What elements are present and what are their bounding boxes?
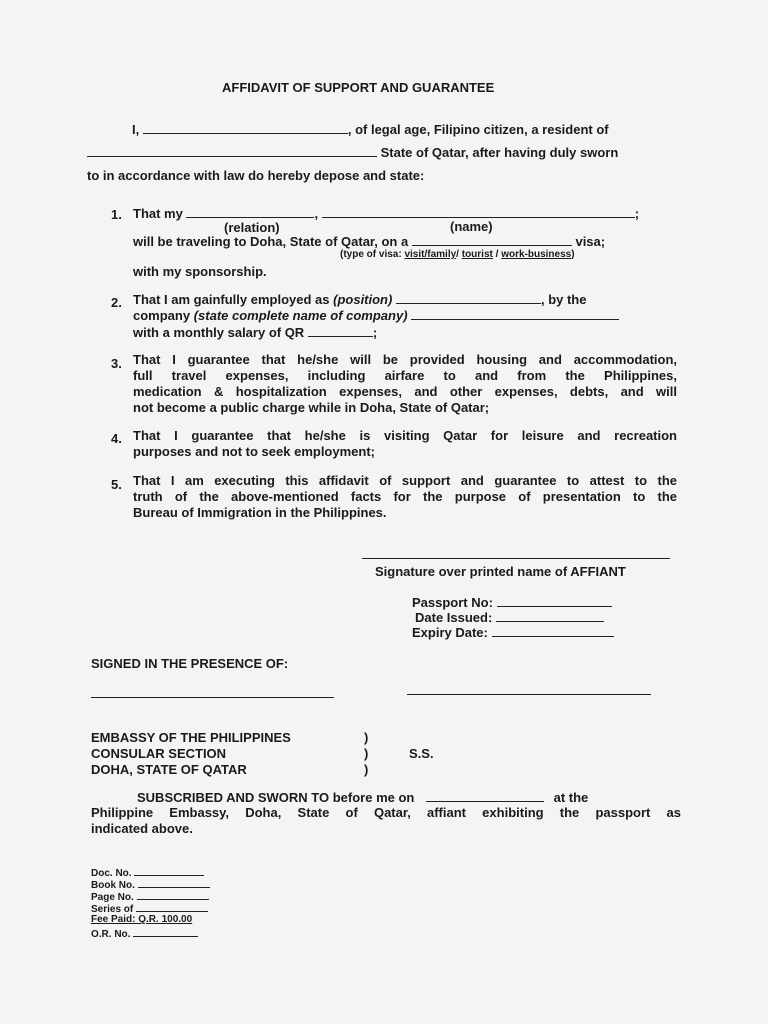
item-1-line-2: [133, 234, 605, 250]
ss-label: S.S.: [409, 746, 434, 761]
comma: ,: [314, 206, 319, 221]
company-text: company: [133, 308, 191, 323]
venue-line-1: EMBASSY OF THE PHILIPPINES: [91, 730, 291, 745]
traveling-text: will be traveling to Doha, State of Qatar, on a: [133, 234, 409, 249]
intro-resident-text: , of legal age, Filipino citizen, a resident of: [347, 122, 609, 137]
jurat-line-1: [137, 790, 681, 806]
traveler-name-blank[interactable]: [322, 206, 635, 218]
item-3-line-2: full travel expenses, including airfare to and from the Philippines,: [133, 368, 677, 383]
signed-in-presence-heading: SIGNED IN THE PRESENCE OF:: [91, 656, 289, 671]
item-3-line-3: medication & hospitalization expenses, and other expenses, debts, and will: [133, 384, 677, 399]
date-issued-blank[interactable]: [496, 610, 604, 622]
fee-paid: Fee Paid: Q.R. 100.00: [91, 914, 193, 925]
venue-line-3: DOHA, STATE OF QATAR: [91, 762, 247, 777]
expiry-date-label: Expiry Date:: [412, 625, 488, 640]
visa-note-close: ): [571, 249, 575, 260]
passport-no-row: [412, 595, 612, 611]
signature-caption: Signature over printed name of AFFIANT: [375, 564, 626, 579]
salary-blank[interactable]: [308, 325, 373, 337]
item-2-line-3: [133, 325, 377, 341]
venue-paren-1: ): [364, 730, 369, 745]
item-2-number: 2.: [111, 295, 122, 310]
expiry-date-row: [412, 625, 614, 641]
jurat-line-2: Philippine Embassy, Doha, State of Qatar, affiant exhibiting the passport as: [91, 805, 681, 820]
series-label: Series of: [91, 904, 134, 915]
item-3-line-1: That I guarantee that he/she will be provided housing and accommodation,: [133, 352, 677, 367]
at-the-text: at the: [553, 790, 589, 805]
item-2-line-1: [133, 292, 586, 308]
venue-paren-3: ): [364, 762, 369, 777]
that-my-text: That my: [133, 206, 183, 221]
or-no-row: [91, 927, 198, 941]
intro-i: I,: [132, 122, 140, 137]
series-blank[interactable]: [136, 902, 208, 912]
visa-note-open: (type of visa:: [340, 249, 402, 260]
witness-1-signature-line[interactable]: [91, 697, 334, 698]
visa-separator: /: [495, 249, 499, 260]
page-no-label: Page No.: [91, 892, 134, 903]
item-4-line-1: That I guarantee that he/she is visiting Qatar for leisure and recreation: [133, 428, 677, 443]
company-caption: (state complete name of company): [193, 308, 408, 323]
venue-paren-2: ): [364, 746, 369, 761]
date-issued-row: [415, 610, 604, 626]
salary-text: with a monthly salary of QR: [133, 325, 305, 340]
item-5-line-1: That I am executing this affidavit of support and guarantee to attest to the: [133, 473, 677, 488]
doc-no-label: Doc. No.: [91, 868, 132, 879]
jurat-line-3: indicated above.: [91, 821, 193, 836]
semicolon: ;: [634, 206, 640, 221]
item-5-number: 5.: [111, 477, 122, 492]
item-4-line-2: purposes and not to seek employment;: [133, 444, 375, 459]
document-title: AFFIDAVIT OF SUPPORT AND GUARANTEE: [222, 80, 495, 95]
page-no-blank[interactable]: [137, 890, 209, 900]
intro-line-2: [87, 145, 618, 161]
passport-no-blank[interactable]: [497, 595, 612, 607]
visa-option-work-business: work-business: [501, 249, 572, 260]
item-3-line-4: not become a public charge while in Doha, State of Qatar;: [133, 400, 490, 415]
expiry-date-blank[interactable]: [492, 625, 614, 637]
visa-option-visit-family: visit/family: [404, 249, 457, 260]
sworn-date-blank[interactable]: [426, 790, 544, 802]
witness-2-signature-line[interactable]: [407, 694, 651, 695]
item-2-line-2: [133, 308, 619, 324]
item-5-line-2: truth of the above-mentioned facts for the purpose of presentation to the: [133, 489, 677, 504]
by-the-text: , by the: [540, 292, 587, 307]
visa-type-blank[interactable]: [412, 234, 572, 246]
residence-blank[interactable]: [87, 145, 377, 157]
intro-line-3: to in accordance with law do hereby depose and state:: [87, 168, 425, 183]
intro-sworn-text: State of Qatar, after having duly sworn: [380, 145, 619, 160]
book-no-blank[interactable]: [138, 878, 210, 888]
intro-line-1: [132, 122, 609, 138]
visa-text: visa;: [575, 234, 606, 249]
employed-text: That I am gainfully employed as: [133, 292, 330, 307]
visa-option-tourist: tourist: [461, 249, 493, 260]
relation-blank[interactable]: [186, 206, 314, 218]
position-blank[interactable]: [396, 292, 541, 304]
date-issued-label: Date Issued:: [415, 610, 493, 625]
position-caption: (position): [333, 292, 393, 307]
item-1-number: 1.: [111, 207, 122, 222]
venue-line-2: CONSULAR SECTION: [91, 746, 227, 761]
book-no-label: Book No.: [91, 880, 135, 891]
item-5-line-3: Bureau of Immigration in the Philippines.: [133, 505, 387, 520]
or-no-blank[interactable]: [133, 927, 198, 937]
subscribed-text: SUBSCRIBED AND SWORN TO before me on: [137, 790, 415, 805]
company-blank[interactable]: [411, 308, 619, 320]
affiant-signature-line[interactable]: [362, 558, 670, 559]
or-no-label: O.R. No.: [91, 929, 131, 940]
item-4-number: 4.: [111, 431, 122, 446]
visa-type-note: [340, 249, 575, 261]
item-3-number: 3.: [111, 356, 122, 371]
name-caption: (name): [450, 219, 493, 234]
visa-separator: /: [456, 249, 459, 260]
relation-caption: (relation): [224, 220, 280, 235]
doc-no-blank[interactable]: [134, 866, 204, 876]
passport-no-label: Passport No:: [412, 595, 493, 610]
affiant-name-blank[interactable]: [143, 122, 348, 134]
item-1-line-3: with my sponsorship.: [133, 264, 267, 279]
semicolon: ;: [372, 325, 378, 340]
item-1-line-1: [133, 206, 639, 222]
